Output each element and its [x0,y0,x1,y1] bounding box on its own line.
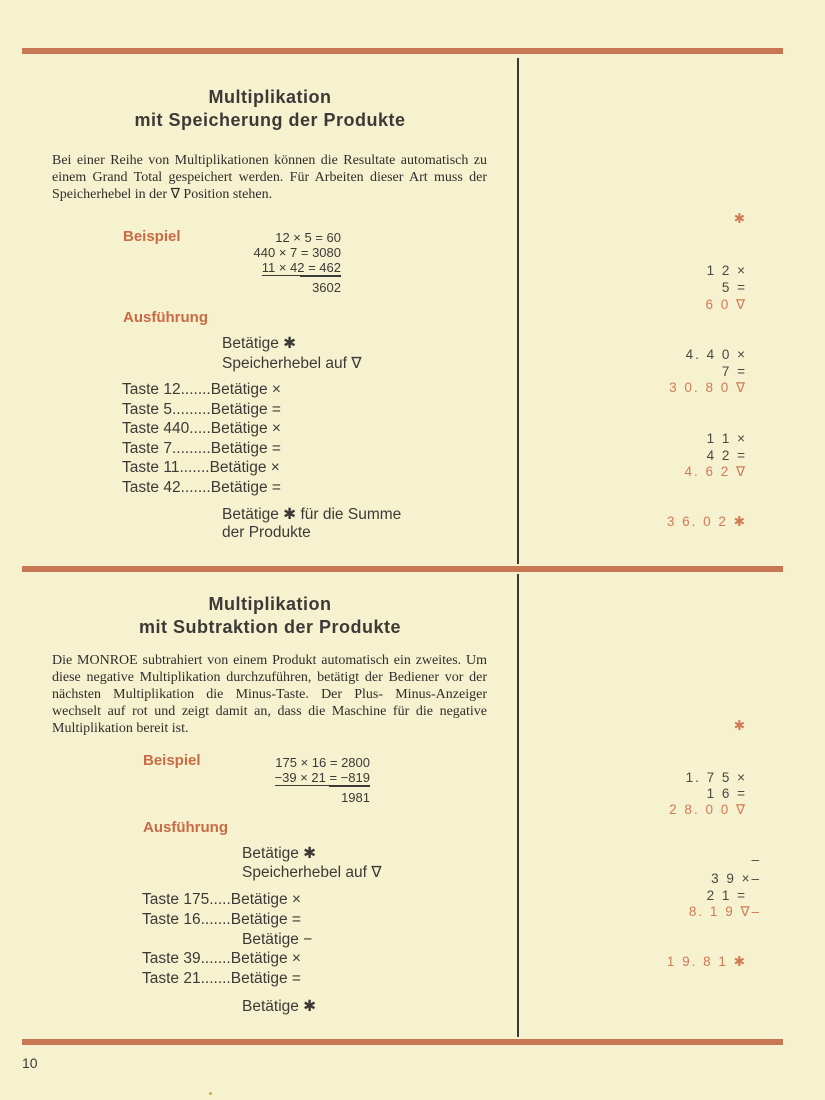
tape-result: 2 8. 0 0 ∇ [669,802,747,817]
section1-example-total: 3602 [300,276,341,295]
middle-rule [22,566,783,572]
section2-title-line2: mit Subtraktion der Produkte [138,617,402,637]
section1-setup-2: Speicherhebel auf ∇ [222,355,362,372]
section1-final-2: der Produkte [222,524,311,541]
section1-tape-line [705,297,747,313]
tape-result: 6 0 ∇ [705,297,747,312]
section1-tape-line [722,280,747,296]
tape-entry: 1 1 × [706,431,747,446]
section1-setup-1: Betätige ✱ [222,335,297,352]
column-divider-2 [517,574,519,1037]
section2-tape-clear [734,718,747,734]
section1-step-4: Taste 7.........Betätige = [122,440,281,457]
section2-step-5: Taste 21.......Betätige = [142,970,301,987]
section1-step-2: Taste 5.........Betätige = [122,401,281,418]
section2-title [40,593,500,639]
tape-entry: 1. 7 5 × [685,770,747,785]
section2-tape-line [669,802,747,818]
section2-tape-line [707,888,747,904]
tape-entry: 1 2 × [706,263,747,278]
section1-final-1: Betätige ✱ für die Summe [222,506,402,523]
tape-result: 8. 1 9 ∇– [688,904,761,919]
section2-tape-line [686,770,747,786]
section2-step-3: Betätige − [242,931,313,948]
section2-tape-line [667,954,747,970]
section2-step-1: Taste 175.....Betätige × [142,891,301,908]
tape-total: 3 6. 0 2 ✱ [666,514,747,529]
section2-example-line-2-text: −39 × 21 = −819 [274,770,370,785]
tape-entry: 5 = [721,280,747,295]
section2-tape-line [707,786,747,802]
section1-step-3: Taste 440.....Betätige × [122,420,281,437]
section2-setup-2: Speicherhebel auf ∇ [242,864,382,881]
tape-result: 4. 6 2 ∇ [684,464,747,479]
tape-entry: 4. 4 0 × [685,347,747,362]
tape-entry: 2 1 = [706,888,747,903]
tape-result: 3 0. 8 0 ∇ [669,380,747,395]
section2-example-total: 1981 [329,786,370,805]
page-number: 10 [22,1055,38,1071]
section1-title-line1: Multiplikation [208,87,332,107]
section1-step-6: Taste 42.......Betätige = [122,479,281,496]
section1-tape-line [686,347,747,363]
section1-step-5: Taste 11.......Betätige × [122,459,280,476]
section2-setup-1: Betätige ✱ [242,845,317,862]
section2-title-line1: Multiplikation [208,594,332,614]
section2-execution-label: Ausführung [143,819,228,836]
section2-step-2: Taste 16.......Betätige = [142,911,301,928]
section1-example-line-2: 440 × 7 = 3080 [253,245,341,260]
tape-minus-marker: – [751,852,761,867]
section2-tape-line [689,904,761,920]
column-divider-1 [517,58,519,564]
section2-tape-line [711,871,761,887]
section2-example-line-1: 175 × 16 = 2800 [275,755,370,770]
section1-example-label: Beispiel [123,228,181,245]
tape-entry: 1 6 = [706,786,747,801]
section1-tape-line [707,263,747,279]
section1-tape-line [707,448,747,464]
tape-asterisk-icon: ✱ [733,718,747,733]
tape-total: 1 9. 8 1 ✱ [666,954,747,969]
section1-tape-line [669,380,747,396]
bottom-rule [22,1039,783,1045]
tape-entry: 4 2 = [706,448,747,463]
section1-title [40,86,500,132]
section1-execution-label: Ausführung [123,309,208,326]
section2-intro: Die MONROE subtrahiert von einem Produkt automatisch ein zweites. Um diese negative Multiplikation durchzuführen, betätigt der Bediener vor der nächsten Multiplikation die Minus-Taste. Der Plus- Minus-Anzeiger wechselt auf rot und zeigt damit an, dass die Maschine für die negative Multiplikation bereit ist. [52,653,487,736]
section1-tape-line [707,431,747,447]
section1-tape-line [684,464,747,480]
section2-final-1: Betätige ✱ [242,998,317,1015]
section1-example-line-1: 12 × 5 = 60 [275,230,341,245]
section1-intro: Bei einer Reihe von Multiplikationen können die Resultate automatisch zu einem Grand Total gespeichert werden. Für Arbeiten dieser Art muss der Speicherhebel in der ∇ Position stehen. [52,153,487,202]
section1-tape-line [722,364,747,380]
tape-entry: 7 = [721,364,747,379]
section1-example-line-3 [220,260,341,276]
section1-tape-line [667,514,747,530]
section2-example-line-2 [230,770,370,786]
tape-asterisk-icon: ✱ [733,211,747,226]
section2-step-4: Taste 39.......Betätige × [142,950,301,967]
top-rule [22,48,783,54]
section1-tape-clear [734,211,747,227]
decorative-dot [209,1092,212,1095]
section2-tape-line [751,852,761,868]
section1-title-line2: mit Speicherung der Produkte [134,110,406,130]
tape-entry: 3 9 ×– [711,871,761,886]
section1-step-1: Taste 12.......Betätige × [122,381,281,398]
section1-example-line-3-text: 11 × 42 = 462 [261,260,341,275]
section2-example-label: Beispiel [143,752,201,769]
